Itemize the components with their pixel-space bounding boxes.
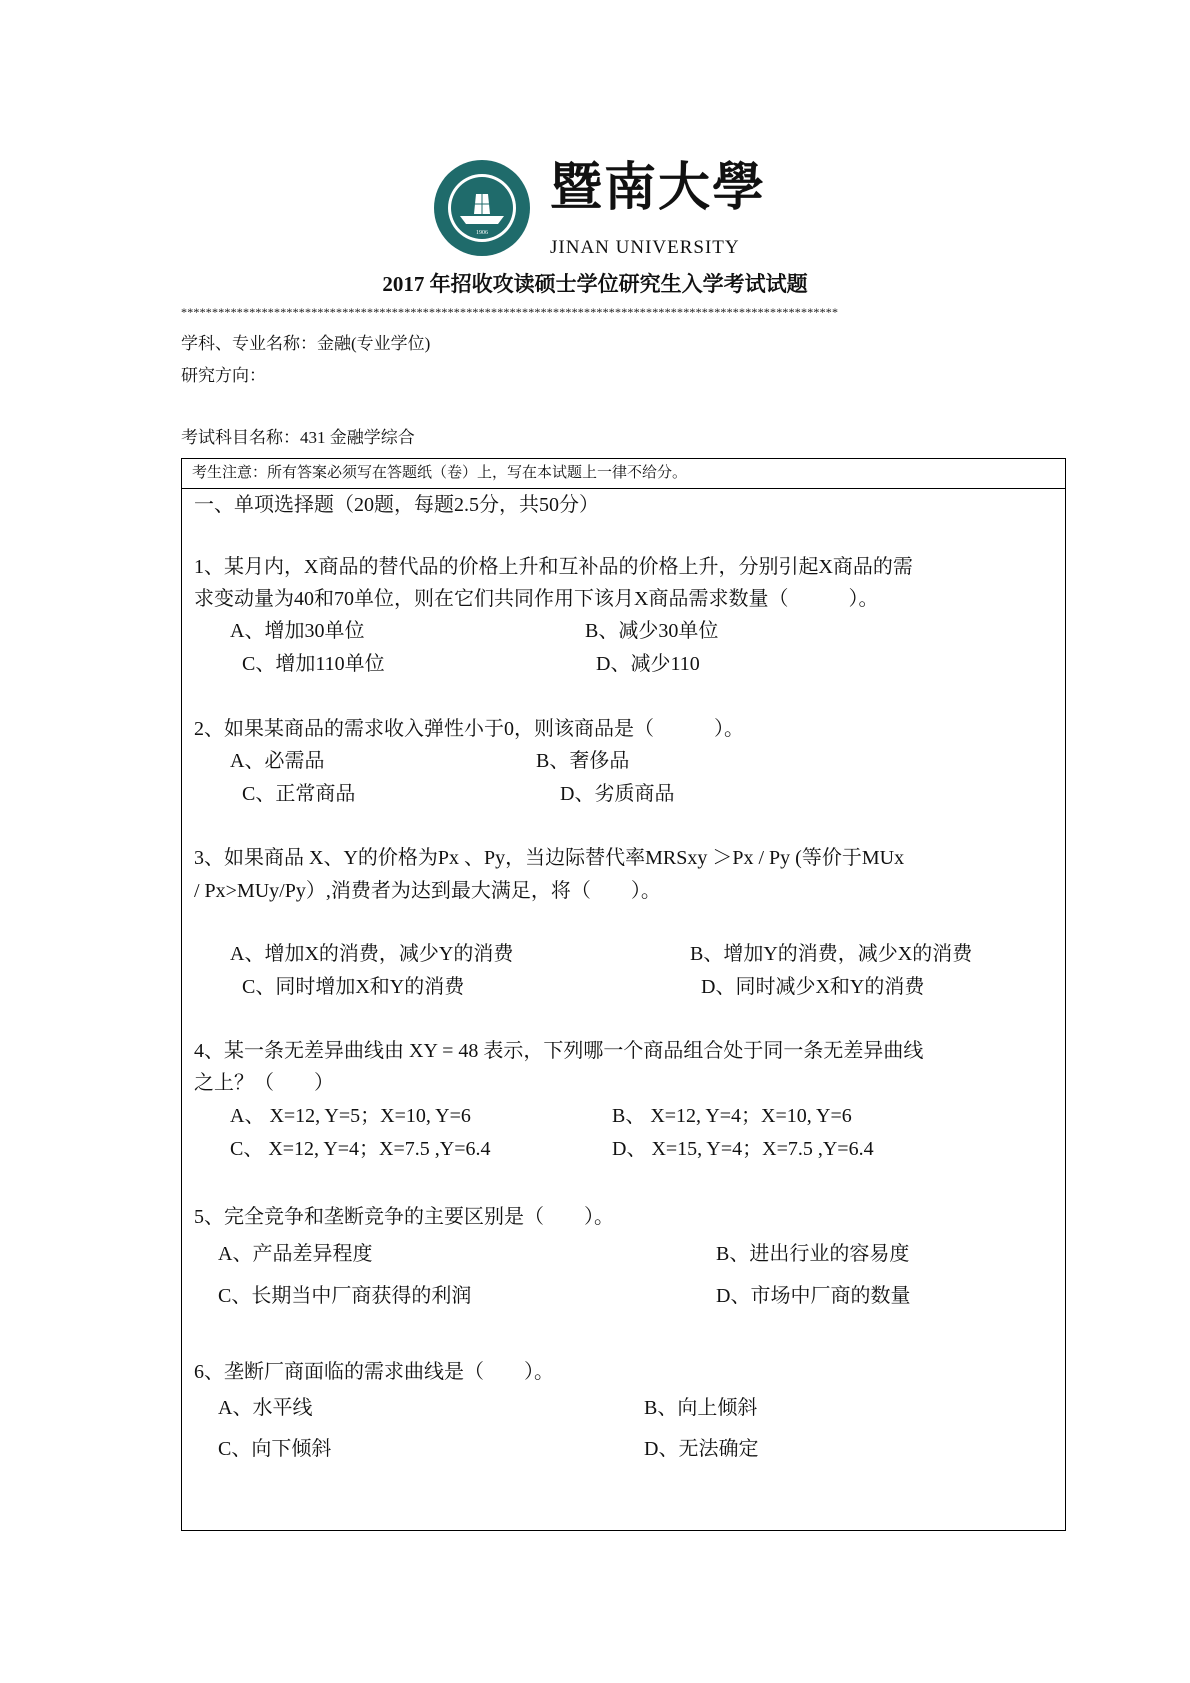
- question-stem: 求变动量为40和70单位，则在它们共同作用下该月X商品需求数量（ ）。: [194, 588, 879, 610]
- section-title: 一、单项选择题（20题，每题2.5分，共50分）: [194, 494, 599, 516]
- major-field: 学科、专业名称：金融(专业学位): [181, 334, 431, 353]
- option-a: A、增加X的消费，减少Y的消费: [230, 943, 514, 965]
- question-stem: 5、完全竞争和垄断竞争的主要区别是（ ）。: [194, 1206, 614, 1228]
- option-c: C、正常商品: [242, 783, 356, 805]
- option-b: B、奢侈品: [536, 750, 630, 772]
- option-a: A、产品差异程度: [218, 1243, 373, 1265]
- option-d: D、减少110: [596, 653, 700, 675]
- logo-chinese-name: 暨南大學: [550, 157, 767, 218]
- option-a: A、增加30单位: [230, 620, 365, 642]
- option-b: B、 X=12, Y=4；X=10, Y=6: [612, 1105, 852, 1127]
- seal-year: 1906: [476, 230, 488, 236]
- option-c: C、同时增加X和Y的消费: [242, 976, 465, 998]
- separator-line: **********************************************************************************************************: [181, 305, 839, 319]
- option-d: D、市场中厂商的数量: [716, 1285, 911, 1307]
- research-direction-field: 研究方向：: [181, 366, 266, 385]
- option-a: A、必需品: [230, 750, 325, 772]
- question-stem: 4、某一条无差异曲线由 XY = 48 表示，下列哪一个商品组合处于同一条无差异曲线: [194, 1040, 924, 1062]
- option-c: C、 X=12, Y=4；X=7.5 ,Y=6.4: [230, 1138, 491, 1160]
- question-stem: 之上？（ ）: [194, 1072, 334, 1094]
- option-d: D、无法确定: [644, 1438, 759, 1460]
- option-b: B、进出行业的容易度: [716, 1243, 910, 1265]
- question-stem: / Px>MUy/Py）,消费者为达到最大满足，将（ ）。: [194, 880, 661, 902]
- option-d: D、 X=15, Y=4；X=7.5 ,Y=6.4: [612, 1138, 874, 1160]
- question-stem: 1、某月内，X商品的替代品的价格上升和互补品的价格上升，分别引起X商品的需: [194, 556, 913, 578]
- option-b: B、向上倾斜: [644, 1397, 758, 1419]
- question-stem: 2、如果某商品的需求收入弹性小于0，则该商品是（ ）。: [194, 718, 744, 740]
- university-seal-icon: [432, 158, 532, 258]
- option-b: B、减少30单位: [585, 620, 719, 642]
- option-d: D、劣质商品: [560, 783, 675, 805]
- option-d: D、同时减少X和Y的消费: [701, 976, 925, 998]
- option-c: C、向下倾斜: [218, 1438, 332, 1460]
- option-c: C、增加110单位: [242, 653, 385, 675]
- subject-field: 考试科目名称：431 金融学综合: [181, 428, 415, 447]
- university-logo: [432, 158, 792, 264]
- option-a: A、 X=12, Y=5；X=10, Y=6: [230, 1105, 471, 1127]
- candidate-notice: 考生注意：所有答案必须写在答题纸（卷）上，写在本试题上一律不给分。: [182, 459, 1065, 489]
- question-stem: 3、如果商品 X、Y的价格为Px 、Py，当边际替代率MRSxy ＞Px / Py (等价于MUx: [194, 847, 905, 869]
- logo-english-name: JINAN UNIVERSITY: [550, 237, 740, 258]
- option-c: C、长期当中厂商获得的利润: [218, 1285, 472, 1307]
- option-a: A、水平线: [218, 1397, 313, 1419]
- exam-question-box: [181, 458, 1066, 1531]
- question-stem: 6、垄断厂商面临的需求曲线是（ ）。: [194, 1361, 554, 1383]
- exam-title: 2017 年招收攻读硕士学位研究生入学考试试题: [382, 272, 808, 296]
- option-b: B、增加Y的消费，减少X的消费: [690, 943, 973, 965]
